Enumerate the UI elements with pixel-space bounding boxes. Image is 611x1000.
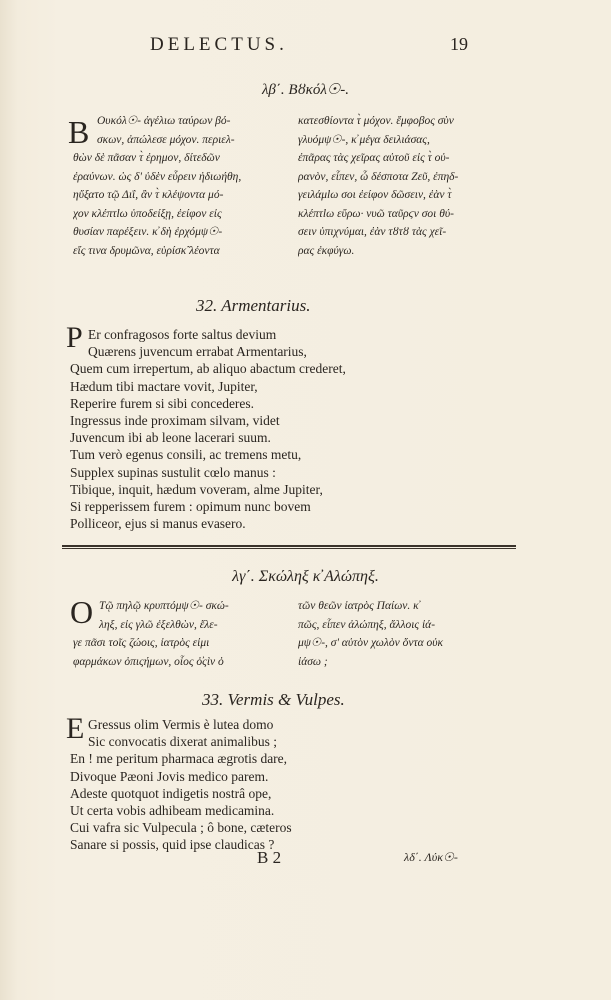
greek-line: ἰάσω ; xyxy=(298,655,328,668)
running-title: DELECTUS. xyxy=(150,34,288,55)
verse-line: Er confragosos forte saltus devium xyxy=(88,327,277,342)
greek-line: ἐπᾶρας τὰς χεῖρας αὐτοῦ εἰς τ̀ οὐ- xyxy=(298,152,450,164)
greek-line: ἐραύνων. ὡς δ' ὐδὲν εὗρειν ἠδιωήθη, xyxy=(73,170,242,183)
greek-line: ληξ, εἰς γλῶ ἐξελθὼν, ἔλε- xyxy=(99,618,218,631)
verse-line: Quærens juvencum errabat Armentarius, xyxy=(88,344,307,360)
greek-line: γειλάμlω σοι ἐείφον δῶσειν, ἐὰν τ̀ xyxy=(298,189,452,201)
section-divider xyxy=(62,545,516,551)
fable-33-latin-title: 33. Vermis & Vulpes. xyxy=(202,690,345,709)
greek-line: σκων, ἀπώλεσε μόχον. περιελ- xyxy=(97,133,235,146)
page-number: 19 xyxy=(450,34,468,54)
verse-line: Sic convocatis dixerat animalibus ; xyxy=(88,734,277,750)
verse-line: Adeste quotquot indigetis nostrâ ope, xyxy=(70,785,272,801)
verse-line: Polliceor, ejus si manus evasero. xyxy=(70,516,246,532)
greek-line: σειν ὑπιχνύμαι, ἐὰν τȣτȣ τὰς χεῖ- xyxy=(298,226,447,238)
greek-line: ρανὸν, εἶπεν, ὦ δέσποτα Ζεῦ, ἐπηδ- xyxy=(298,170,459,183)
running-head xyxy=(0,34,611,58)
verse-line: Tibique, inquit, hædum voveram, alme Jupiter, xyxy=(70,481,323,497)
verse-line: Quem cum irrepertum, ab aliquo abactum crederet, xyxy=(70,361,346,377)
greek-line: μψ☉-, σ' αὐτὸν χωλὸν ὄντα οὐκ xyxy=(298,637,444,649)
fable-32-greek-dropcap: B xyxy=(68,114,90,150)
verse-line: Reperire furem si sibi concederes. xyxy=(70,395,255,411)
fable-33-greek-column-left xyxy=(73,597,283,671)
verse-line: Tum verò egenus consili, ac tremens metu, xyxy=(70,447,302,463)
greek-line: εἴς τινα δρυμῶνα, εὑρίσκ̃ λέοντα xyxy=(73,244,220,257)
greek-line: φαρμάκων ὀπιςήμων, οἷος ὁ̓ςὶν ὁ xyxy=(73,655,224,668)
greek-line: Ουκόλ☉- ἀγέλιω ταύρων βό- xyxy=(97,115,231,127)
fable-32-greek-heading: λβ΄. Βȣκόλ☉-. xyxy=(261,82,350,98)
greek-line: πῶς, εἶπεν ἀλώπηξ, ἄλλοις ἰά- xyxy=(298,618,436,631)
divider-thin xyxy=(62,548,516,549)
fable-32-latin-dropcap: P xyxy=(66,321,83,354)
verse-line: Gressus olim Vermis è lutea domo xyxy=(88,717,274,732)
greek-line: τῶν θεῶν ἰατρὸς Παίων. κ̓ xyxy=(298,600,419,612)
fable-33-latin-verse xyxy=(70,716,292,854)
greek-line: κατεσθίοντα τ̀ μόχον. ἔμφοβος σὺν xyxy=(298,115,454,127)
verse-line: Divoque Pæoni Jovis medico parem. xyxy=(70,768,269,784)
verse-line: Supplex supinas sustulit cœlo manus : xyxy=(70,464,276,480)
greek-line: γε πᾶσι τοῖς ζώοις, ἰατρὸς εἰμι xyxy=(73,637,210,649)
greek-line: γλυόμψ☉-, κ̓ μέγα δειλιάσας, xyxy=(298,133,430,146)
greek-line: θυσίαν παρέξειν. κ̓ δὴ ἐρχόμψ☉- xyxy=(73,226,223,238)
fable-32-latin-verse xyxy=(70,326,346,532)
verse-line: Cui vafra sic Vulpecula ; ô bone, cæteros xyxy=(70,820,292,836)
greek-line: κλέπτlω εὕρω· νυῶ ταῦρϛν σοι θύ- xyxy=(298,207,454,220)
divider-thick xyxy=(62,545,516,547)
fable-33-greek-heading: λγ΄. Σκώληξ κ̓ Αλώπηξ. xyxy=(232,568,379,585)
fable-32-latin-title: 32. Armentarius. xyxy=(196,296,311,315)
verse-line: Hædum tibi mactare vovit, Jupiter, xyxy=(70,378,258,394)
greek-line: ρας ἐκφύγω. xyxy=(298,244,355,257)
fable-33-greek-column-right xyxy=(298,597,498,671)
greek-line: ηὔξατο τῷ Διΐ, ἂν τ̀ κλέψοντα μό- xyxy=(73,189,224,201)
fable-33-greek-dropcap: O xyxy=(70,594,94,630)
greek-line: θὼν δὲ πᾶσαν τ̀ ἐρημον, δίτεδῶν xyxy=(73,152,220,164)
fable-32-greek-column-left xyxy=(73,112,283,260)
greek-line: χον κλέπτlω ὑποδείξῃ, ἐείφον εἰς xyxy=(73,207,222,220)
fable-33-latin-dropcap: E xyxy=(66,712,85,745)
verse-line: Si repperissem furem : opimum nunc bovem xyxy=(70,498,311,514)
fable-32-greek-column-right xyxy=(298,112,498,260)
verse-line: En ! me peritum pharmaca ægrotis dare, xyxy=(70,751,288,767)
signature-mark: B 2 xyxy=(257,848,282,867)
verse-line: Juvencum ibi ab leone lacerari suum. xyxy=(70,430,271,446)
verse-line: Ut certa vobis adhibeam medicamina. xyxy=(70,802,275,818)
verse-line: Ingressus inde proximam silvam, videt xyxy=(70,412,280,428)
verse-line: Sanare si possis, quid ipse claudicas ? xyxy=(70,837,275,853)
catchword: λδ΄. Λύκ☉- xyxy=(404,850,458,864)
greek-line: Τῷ πηλῷ κρυπτόμψ☉- σκώ- xyxy=(99,600,229,612)
